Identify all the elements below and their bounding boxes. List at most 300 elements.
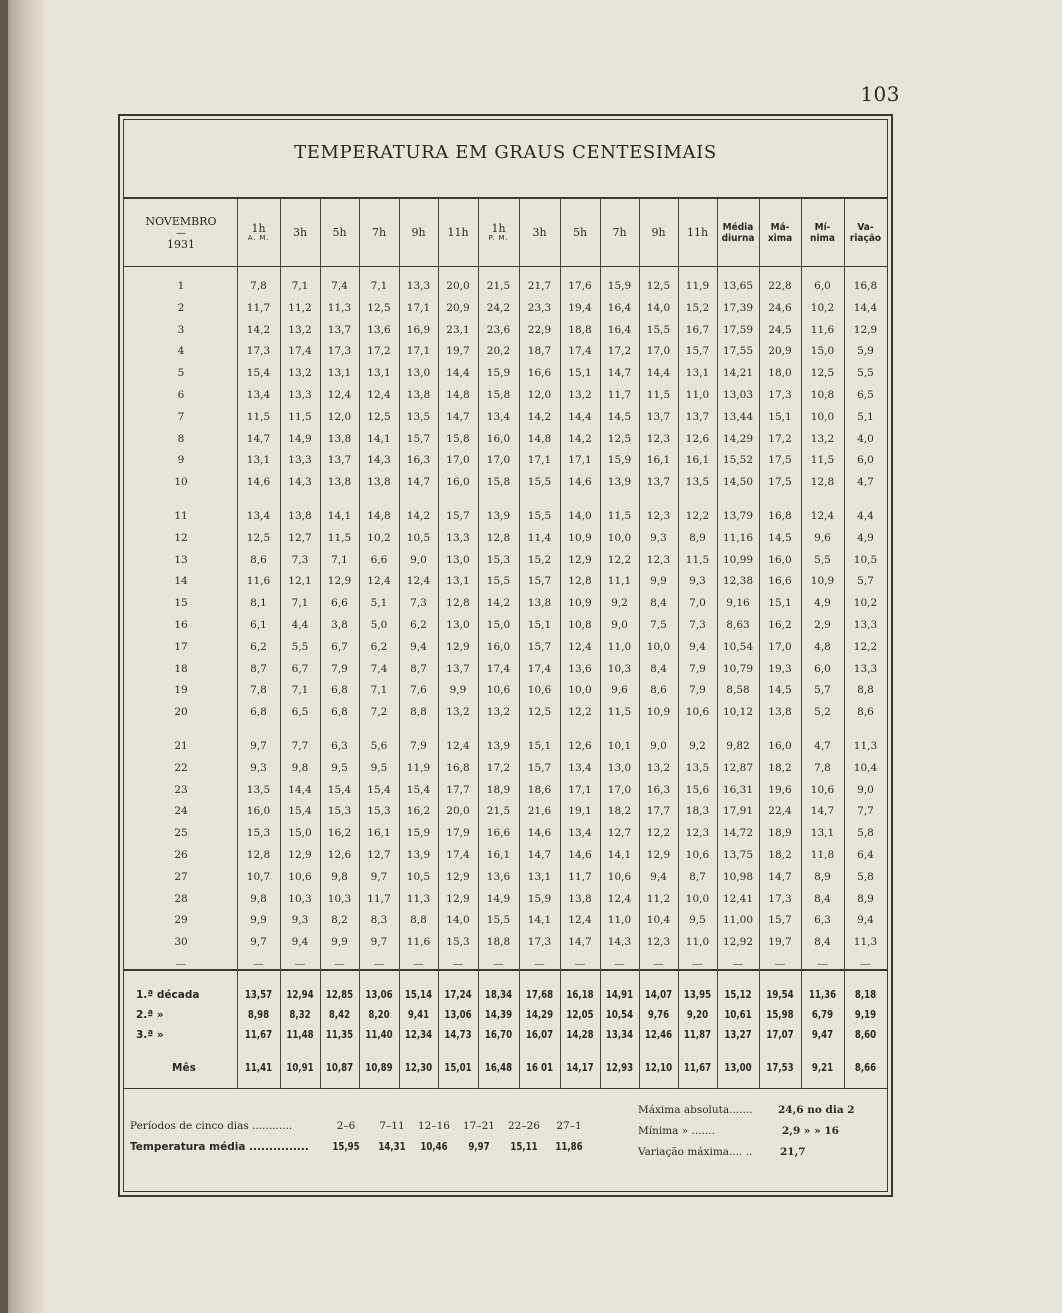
summary-cell: 19,54 (766, 989, 794, 1001)
table-cell: 7,8 (814, 761, 831, 774)
table-cell: 9,0 (650, 740, 667, 752)
table-cell: 15,9 (607, 454, 632, 467)
table-cell: 10,3 (288, 892, 312, 905)
table-cell: 12,4 (367, 389, 391, 401)
table-cell: 13,7 (646, 410, 671, 423)
periods-label: Períodos de cinco dias ............ (130, 1120, 293, 1132)
table-cell: 10,12 (722, 706, 754, 719)
summary-cell: 11,48 (286, 1029, 314, 1041)
summary-label: 3.ª » (136, 1029, 164, 1041)
table-cell: 14,2 (406, 510, 431, 522)
table-cell: 19,1 (568, 805, 592, 818)
table-cell: 2,9 (814, 619, 831, 631)
table-cell: 13,4 (486, 410, 511, 423)
column-header (801, 200, 844, 266)
table-cell: 7,2 (370, 706, 388, 719)
table-cell: 9,2 (611, 597, 628, 610)
table-cell: 6,0 (814, 280, 831, 292)
period-range: 2–6 (336, 1120, 356, 1132)
summary-cell: 17,07 (766, 1029, 794, 1041)
day-label: 12 (174, 531, 188, 544)
day-label: 19 (174, 684, 188, 697)
table-cell: 17,91 (722, 805, 754, 818)
table-cell: 8,9 (689, 531, 706, 544)
table-cell: 13,79 (722, 510, 754, 522)
table-cell: 14,7 (527, 849, 552, 861)
table-cell: 9,3 (291, 914, 309, 927)
table-cell: 9,3 (250, 761, 267, 774)
table-cell: 13,2 (288, 323, 312, 336)
table-cell: 14,2 (568, 432, 592, 445)
day-label: 14 (174, 575, 188, 588)
table-cell: 18,6 (527, 783, 552, 796)
table-cell: 13,03 (722, 389, 754, 401)
table-cell: 6,0 (814, 662, 831, 675)
table-cell: 18,2 (607, 805, 632, 818)
table-cell: 13,5 (685, 761, 710, 774)
table-cell: 7,9 (410, 740, 427, 752)
table-cell: 14,5 (607, 410, 632, 423)
table-cell: 11,5 (246, 410, 271, 423)
table-cell: 16,2 (406, 805, 431, 818)
table-cell: 9,5 (689, 914, 706, 927)
table-cell: 13,5 (246, 783, 271, 796)
table-cell: 17,9 (446, 827, 470, 840)
table-cell: 10,3 (607, 662, 632, 675)
table-cell: 13,1 (527, 870, 552, 883)
table-cell: 11,16 (722, 531, 754, 544)
summary-cell: 18,34 (484, 989, 513, 1001)
column-header-sub: xima (767, 233, 793, 244)
table-cell: 16,0 (768, 740, 792, 752)
table-cell: 12,6 (327, 849, 352, 861)
table-cell: 4,4 (291, 619, 309, 631)
table-cell: 16,8 (768, 510, 792, 522)
summary-cell: 6,79 (811, 1009, 834, 1021)
summary-cell: 13,27 (724, 1029, 752, 1041)
table-cell: 12,3 (685, 827, 710, 840)
table-cell: 11,2 (288, 301, 312, 314)
column-header-sub: P. M. (488, 234, 509, 243)
table-cell: 14,4 (853, 301, 878, 314)
table-cell: 12,0 (327, 410, 352, 423)
table-cell: 11,3 (853, 936, 878, 949)
summary-cell: 10,91 (286, 1062, 314, 1074)
table-cell: 13,7 (685, 410, 710, 423)
table-cell: — (860, 958, 871, 970)
table-cell: 16,2 (768, 619, 792, 631)
table-cell: 9,82 (726, 740, 750, 752)
table-cell: 13,4 (246, 389, 271, 401)
table-cell: 11,5 (327, 531, 352, 544)
table-cell: 15,3 (367, 805, 391, 818)
summary-cell: 12,10 (644, 1062, 673, 1074)
table-cell: 8,7 (410, 662, 427, 675)
table-cell: 14,0 (646, 301, 671, 314)
table-cell: 10,4 (646, 914, 671, 927)
column-header-main: Mí- (814, 222, 831, 233)
table-cell: 10,6 (685, 849, 710, 861)
table-cell: 12,8 (446, 597, 470, 610)
table-cell: 10,0 (810, 410, 835, 423)
table-cell: 7,7 (857, 805, 874, 818)
table-cell: 5,0 (370, 619, 388, 631)
table-cell: 13,2 (810, 432, 835, 445)
period-range: 17–21 (463, 1120, 495, 1132)
table-cell: 17,3 (246, 345, 271, 358)
table-cell: 9,9 (250, 914, 267, 927)
table-cell: 8,7 (250, 662, 267, 675)
table-cell: 13,6 (568, 662, 592, 675)
table-cell: 15,9 (406, 827, 431, 840)
table-cell: 6,3 (331, 740, 348, 752)
table-cell: 9,8 (250, 892, 267, 905)
day-label: 10 (174, 476, 188, 489)
table-cell: 10,2 (810, 301, 835, 314)
table-cell: 15,1 (768, 597, 792, 610)
day-label: 18 (174, 662, 188, 675)
table-cell: 10,79 (722, 662, 754, 675)
table-cell: 12,5 (646, 280, 671, 292)
table-cell: 13,1 (367, 367, 391, 380)
table-cell: 15,5 (527, 476, 552, 489)
summary-label: 1.ª década (136, 989, 200, 1001)
table-cell: 21,6 (527, 805, 552, 818)
table-cell: 10,54 (722, 640, 754, 653)
table-cell: 10,0 (568, 684, 592, 697)
table-cell: 12,9 (646, 849, 671, 861)
table-cell: 7,4 (331, 280, 348, 292)
table-cell: 18,9 (486, 783, 511, 796)
summary-cell: 13,34 (605, 1029, 634, 1041)
table-cell: 12,8 (568, 575, 592, 588)
summary-cell: 8,18 (854, 989, 877, 1001)
table-cell: 15,8 (486, 476, 511, 489)
table-cell: 13,5 (406, 410, 431, 423)
table-cell: 10,5 (406, 531, 431, 544)
table-cell: 9,0 (410, 553, 427, 566)
table-cell: 15,5 (646, 323, 671, 336)
table-cell: 10,9 (646, 706, 671, 719)
table-cell: 15,7 (527, 575, 552, 588)
table-cell: 14,4 (568, 410, 592, 423)
table-cell: 17,1 (527, 454, 552, 467)
table-cell: 8,7 (689, 870, 706, 883)
table-cell: 17,2 (768, 432, 792, 445)
day-label: 21 (174, 740, 188, 752)
table-cell: 17,4 (568, 345, 592, 358)
table-cell: 15,1 (768, 410, 792, 423)
day-label: 4 (177, 345, 185, 358)
table-cell: 14,7 (568, 936, 592, 949)
table-cell: 13,2 (486, 706, 511, 719)
table-cell: 7,1 (291, 597, 309, 610)
table-cell: 15,7 (685, 345, 710, 358)
summary-cell: 9,76 (647, 1009, 670, 1021)
header-month-year (126, 200, 236, 266)
table-cell: 9,4 (857, 914, 874, 927)
table-cell: 12,1 (288, 575, 312, 588)
table-cell: 16,8 (446, 761, 470, 774)
table-cell: 16,1 (646, 454, 671, 467)
table-cell: 10,99 (722, 553, 754, 566)
table-cell: 9,7 (250, 936, 267, 949)
table-cell: 12,9 (568, 553, 592, 566)
rule-line (124, 197, 887, 199)
table-title: TEMPERATURA EM GRAUS CENTESIMAIS (294, 142, 717, 163)
table-cell: 13,8 (367, 476, 391, 489)
table-cell: 12,4 (810, 510, 835, 522)
table-cell: 13,1 (810, 827, 835, 840)
table-cell: — (334, 958, 345, 970)
table-cell: 13,1 (327, 367, 352, 380)
column-header (237, 200, 280, 266)
table-cell: 15,9 (607, 280, 632, 292)
period-mean: 9,97 (468, 1141, 490, 1153)
table-cell: 13,0 (406, 367, 431, 380)
table-cell: 6,5 (857, 389, 874, 401)
summary-cell: 11,67 (244, 1029, 273, 1041)
table-cell: 7,9 (331, 662, 348, 675)
table-cell: 16,0 (486, 432, 511, 445)
table-cell: 15,1 (568, 367, 592, 380)
table-cell: 12,9 (446, 640, 470, 653)
table-cell: — (614, 958, 625, 970)
summary-cell: 11,35 (325, 1029, 354, 1041)
table-cell: 19,4 (568, 301, 592, 314)
table-cell: 10,8 (568, 619, 592, 631)
table-cell: 15,1 (527, 740, 552, 752)
table-cell: 3,8 (331, 619, 348, 631)
table-cell: 13,1 (446, 575, 470, 588)
table-cell: 10,6 (288, 870, 312, 883)
table-cell: 14,8 (527, 432, 552, 445)
table-cell: 15,7 (446, 510, 470, 522)
table-cell: 6,2 (410, 619, 427, 631)
summary-cell: 17,24 (444, 989, 472, 1001)
table-cell: 17,2 (367, 345, 391, 358)
table-cell: 5,9 (857, 345, 874, 358)
table-cell: 16,1 (367, 827, 391, 840)
table-cell: 13,9 (406, 849, 431, 861)
table-cell: 11,8 (810, 849, 835, 861)
summary-cell: 13,95 (683, 989, 712, 1001)
summary-cell: 14,07 (644, 989, 673, 1001)
table-cell: 8,8 (857, 684, 874, 697)
table-cell: 9,4 (291, 936, 309, 949)
table-cell: 12,7 (607, 827, 632, 840)
table-cell: 12,4 (327, 389, 352, 401)
table-cell: 17,3 (527, 936, 552, 949)
summary-cell: 16,48 (484, 1062, 513, 1074)
table-cell: 14,2 (246, 323, 271, 336)
summary-cell: 10,89 (365, 1062, 393, 1074)
table-cell: 6,8 (250, 706, 267, 719)
table-cell: 11,5 (646, 389, 671, 401)
mean-temperature-label: Temperatura média ............... (130, 1141, 309, 1153)
table-cell: 16,0 (446, 476, 470, 489)
table-cell: 7,1 (370, 280, 388, 292)
day-label: 7 (177, 410, 185, 423)
table-cell: 4,9 (857, 531, 874, 544)
summary-cell: 16,07 (525, 1029, 554, 1041)
table-cell: 16,0 (246, 805, 271, 818)
column-header (600, 200, 639, 266)
min-abs-label: Mínima » ....... (638, 1125, 715, 1137)
column-header-main: 1h (491, 222, 506, 236)
column-header (844, 200, 887, 266)
table-cell: 13,4 (246, 510, 271, 522)
table-cell: 17,0 (768, 640, 792, 653)
table-cell: 15,9 (486, 367, 511, 380)
table-cell: 14,1 (367, 432, 391, 445)
column-header-main: 1h (251, 222, 266, 236)
table-cell: 7,1 (370, 684, 388, 697)
day-label: 15 (174, 597, 188, 610)
table-cell: 13,3 (288, 454, 312, 467)
table-cell: 14,7 (607, 367, 632, 380)
table-cell: 13,8 (288, 510, 312, 522)
table-cell: 15,8 (486, 389, 511, 401)
table-cell: 8,4 (814, 892, 831, 905)
table-cell: 12,8 (486, 531, 511, 544)
table-cell: 7,6 (410, 684, 427, 697)
table-cell: 12,6 (568, 740, 592, 752)
table-cell: 14,7 (406, 476, 431, 489)
table-cell: 13,5 (685, 476, 710, 489)
table-cell: 6,8 (331, 706, 348, 719)
table-cell: 6,6 (331, 597, 348, 610)
table-cell: — (373, 958, 385, 970)
table-cell: 14,7 (768, 870, 792, 883)
period-range: 7–11 (379, 1120, 405, 1132)
table-cell: 16,31 (722, 783, 754, 796)
table-cell: 13,2 (446, 706, 470, 719)
table-cell: 16,6 (486, 827, 511, 840)
table-cell: 7,3 (410, 597, 427, 610)
table-cell: 11,5 (810, 454, 835, 467)
table-cell: 9,7 (370, 870, 388, 883)
table-cell: 20,9 (768, 345, 792, 358)
table-cell: 11,7 (367, 892, 391, 905)
column-header-main: 3h (532, 225, 547, 239)
table-cell: 12,8 (246, 849, 271, 861)
table-cell: 13,0 (446, 619, 470, 631)
table-cell: 17,59 (722, 323, 754, 336)
table-cell: 13,8 (327, 476, 352, 489)
column-header (717, 200, 759, 266)
table-cell: 14,6 (568, 849, 592, 861)
table-cell: 15,3 (486, 553, 511, 566)
table-cell: 12,4 (367, 575, 391, 588)
table-cell: 14,2 (486, 597, 511, 610)
table-cell: 18,3 (685, 805, 710, 818)
header-month: NOVEMBRO (145, 214, 217, 228)
table-cell: 13,0 (607, 761, 632, 774)
table-cell: 13,44 (722, 410, 754, 423)
summary-cell: 10,54 (605, 1009, 634, 1021)
period-mean: 11,86 (555, 1141, 583, 1153)
table-cell: 11,7 (607, 389, 632, 401)
table-cell: 11,5 (288, 410, 312, 423)
table-cell: 15,7 (768, 914, 792, 927)
table-cell: 13,8 (406, 389, 431, 401)
summary-cell: 14,73 (444, 1029, 472, 1041)
table-cell: 8,2 (331, 914, 348, 927)
page-edge (0, 0, 8, 1313)
table-cell: 9,6 (611, 684, 628, 697)
day-label: 17 (174, 640, 188, 653)
table-cell: — (452, 958, 464, 970)
header-year: 1931 (167, 237, 195, 251)
table-cell: 12,9 (327, 575, 352, 588)
table-cell: 12,92 (722, 936, 754, 949)
summary-label: Mês (172, 1062, 196, 1074)
table-cell: 15,5 (486, 914, 511, 927)
table-cell: 11,7 (246, 301, 271, 314)
table-cell: 14,1 (327, 510, 352, 522)
table-cell: 14,7 (446, 410, 470, 423)
summary-label: 2.ª » (136, 1009, 164, 1021)
table-cell: 16,3 (646, 783, 671, 796)
table-cell: 11,3 (853, 740, 878, 752)
column-header-sub: A. M. (247, 234, 270, 243)
table-cell: 15,4 (246, 367, 271, 380)
table-cell: 12,2 (607, 553, 632, 566)
table-cell: 19,7 (446, 345, 470, 358)
table-cell: 11,6 (406, 936, 431, 949)
table-cell: 17,55 (722, 345, 754, 358)
table-cell: 10,0 (685, 892, 710, 905)
table-cell: 11,4 (527, 531, 552, 544)
table-cell: 16,4 (607, 301, 632, 314)
table-cell: 22,4 (768, 805, 792, 818)
table-cell: 8,4 (650, 597, 667, 610)
table-cell: 5,1 (857, 410, 874, 423)
day-label: — (175, 958, 187, 970)
summary-cell: 14,91 (605, 989, 634, 1001)
table-cell: 15,4 (367, 783, 391, 796)
table-cell: 9,4 (650, 870, 667, 883)
table-cell: 11,3 (406, 892, 431, 905)
table-cell: 17,2 (486, 761, 511, 774)
summary-cell: 11,67 (683, 1062, 712, 1074)
table-cell: 6,3 (814, 914, 831, 927)
table-cell: 17,5 (768, 476, 792, 489)
table-cell: 10,4 (853, 761, 878, 774)
table-cell: 9,0 (611, 619, 628, 631)
table-cell: 12,41 (722, 892, 754, 905)
summary-cell: 10,61 (724, 1009, 752, 1021)
column-header (280, 200, 320, 266)
table-cell: 4,7 (857, 476, 874, 489)
table-cell: 14,9 (486, 892, 511, 905)
summary-cell: 11,40 (365, 1029, 393, 1041)
table-cell: 8,9 (814, 870, 831, 883)
summary-cell: 15,12 (724, 989, 752, 1001)
table-cell: 16,3 (406, 454, 431, 467)
table-cell: 9,8 (291, 761, 309, 774)
table-cell: 13,0 (446, 553, 470, 566)
day-label: 28 (174, 892, 188, 905)
table-cell: 15,0 (486, 619, 511, 631)
table-cell: 7,0 (689, 597, 706, 610)
summary-cell: 12,93 (605, 1062, 634, 1074)
table-cell: 12,38 (722, 575, 754, 588)
table-cell: 12,4 (568, 640, 592, 653)
table-cell: 18,8 (568, 323, 592, 336)
table-cell: 14,4 (288, 783, 312, 796)
